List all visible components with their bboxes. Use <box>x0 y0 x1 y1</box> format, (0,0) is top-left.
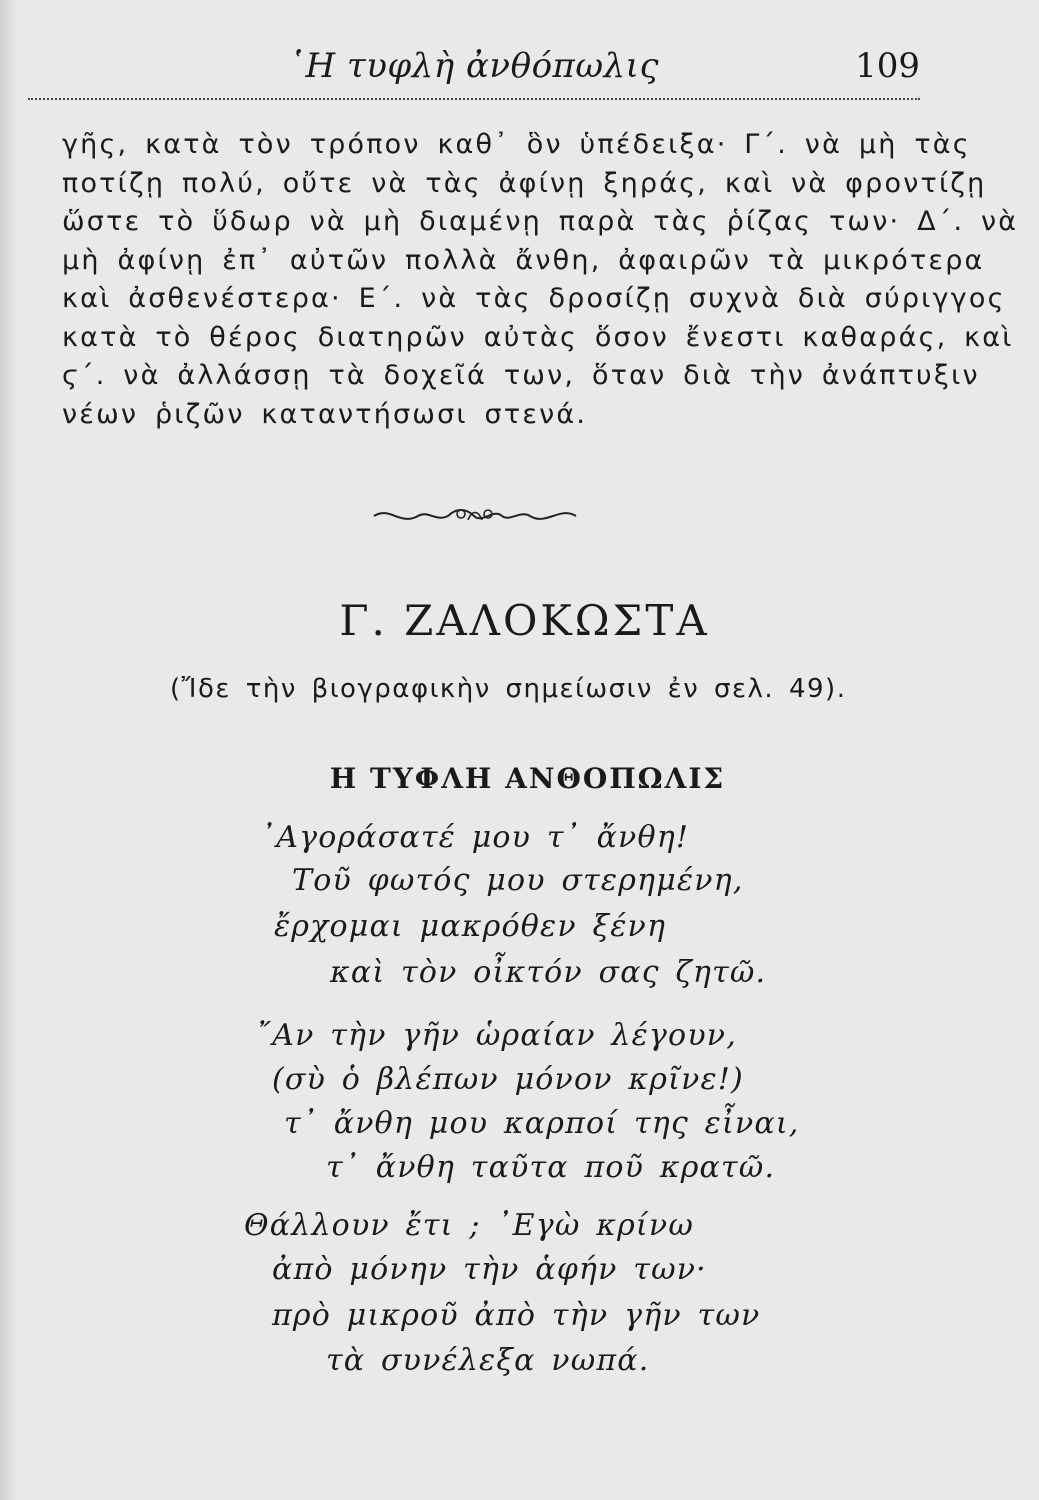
prose-line: ϛ΄. νὰ ἀλλάσσῃ τὰ δοχεῖά των, ὅταν διὰ τὴν ἀνάπτυξιν <box>62 360 980 391</box>
page-number: 109 <box>855 46 920 86</box>
header-rule <box>28 98 920 100</box>
ornament-divider <box>370 500 580 530</box>
poem-line: ἔρχομαι μακρόθεν ξένη <box>274 909 667 944</box>
prose-line: καὶ ἀσθενέστερα· Ε΄. νὰ τὰς δροσίζῃ συχνὰ διὰ σύριγγος <box>62 283 1006 314</box>
poem-line: τ᾽ ἄνθη ταῦτα ποῦ κρατῶ. <box>326 1150 776 1185</box>
prose-paragraph <box>62 126 1019 434</box>
running-title: ῾Η τυφλὴ ἀνθόπωλις <box>288 46 660 86</box>
poem-line: ᾽Αγοράσατέ μου τ᾽ ἄνθη! <box>260 820 690 855</box>
poem-line: τὰ συνέλεξα νωπά. <box>326 1343 650 1378</box>
poem-line: καὶ τὸν οἶκτόν σας ζητῶ. <box>330 955 767 990</box>
poem-line: Θάλλουν ἔτι ; ᾽Εγὼ κρίνω <box>244 1208 694 1243</box>
prose-line: κατὰ τὸ θέρος διατηρῶν αὐτὰς ὅσον ἔνεστι καθαράς, καὶ <box>62 321 1014 353</box>
poem-line: (σὺ ὁ βλέπων μόνον κρῖνε!) <box>272 1062 744 1097</box>
bio-note: (Ἴδε τὴν βιογραφικὴν σημείωσιν ἐν σελ. 49). <box>170 674 847 704</box>
poem-line: τ᾽ ἄνθη μου καρποί της εἶναι, <box>284 1106 800 1141</box>
author-heading: Γ. ΖΑΛΟΚΩΣΤΑ <box>339 596 710 645</box>
poem-line: ἀπὸ μόνην τὴν ἁφήν των· <box>272 1252 707 1287</box>
page-edge <box>0 0 16 1500</box>
prose-line: γῆς, κατὰ τὸν τρόπον καθ᾽ ὃν ὑπέδειξα· Γ΄. νὰ μὴ τὰς <box>62 129 971 160</box>
poem-line: Τοῦ φωτός μου στερημένη, <box>292 863 744 898</box>
poem-title: Η ΤΥΦΛΗ ΑΝΘΟΠΩΛΙΣ <box>329 762 726 795</box>
prose-line: νέων ῥιζῶν καταντήσωσι στενά. <box>62 398 588 430</box>
poem-line: ῎Αν τὴν γῆν ὡραίαν λέγουν, <box>256 1018 737 1053</box>
prose-line: ὥστε τὸ ὕδωρ νὰ μὴ διαμένῃ παρὰ τὰς ῥίζας των· Δ΄. νὰ <box>62 206 1019 237</box>
poem-line: πρὸ μικροῦ ἀπὸ τὴν γῆν των <box>272 1298 761 1333</box>
prose-line: ποτίζῃ πολύ, οὔτε νὰ τὰς ἀφίνῃ ξηράς, καὶ νὰ φροντίζῃ <box>62 167 987 199</box>
page-header <box>28 38 920 94</box>
prose-line: μὴ ἀφίνῃ ἐπ᾽ αὐτῶν πολλὰ ἄνθη, ἀφαιρῶν τὰ μικρότερα <box>62 244 985 276</box>
